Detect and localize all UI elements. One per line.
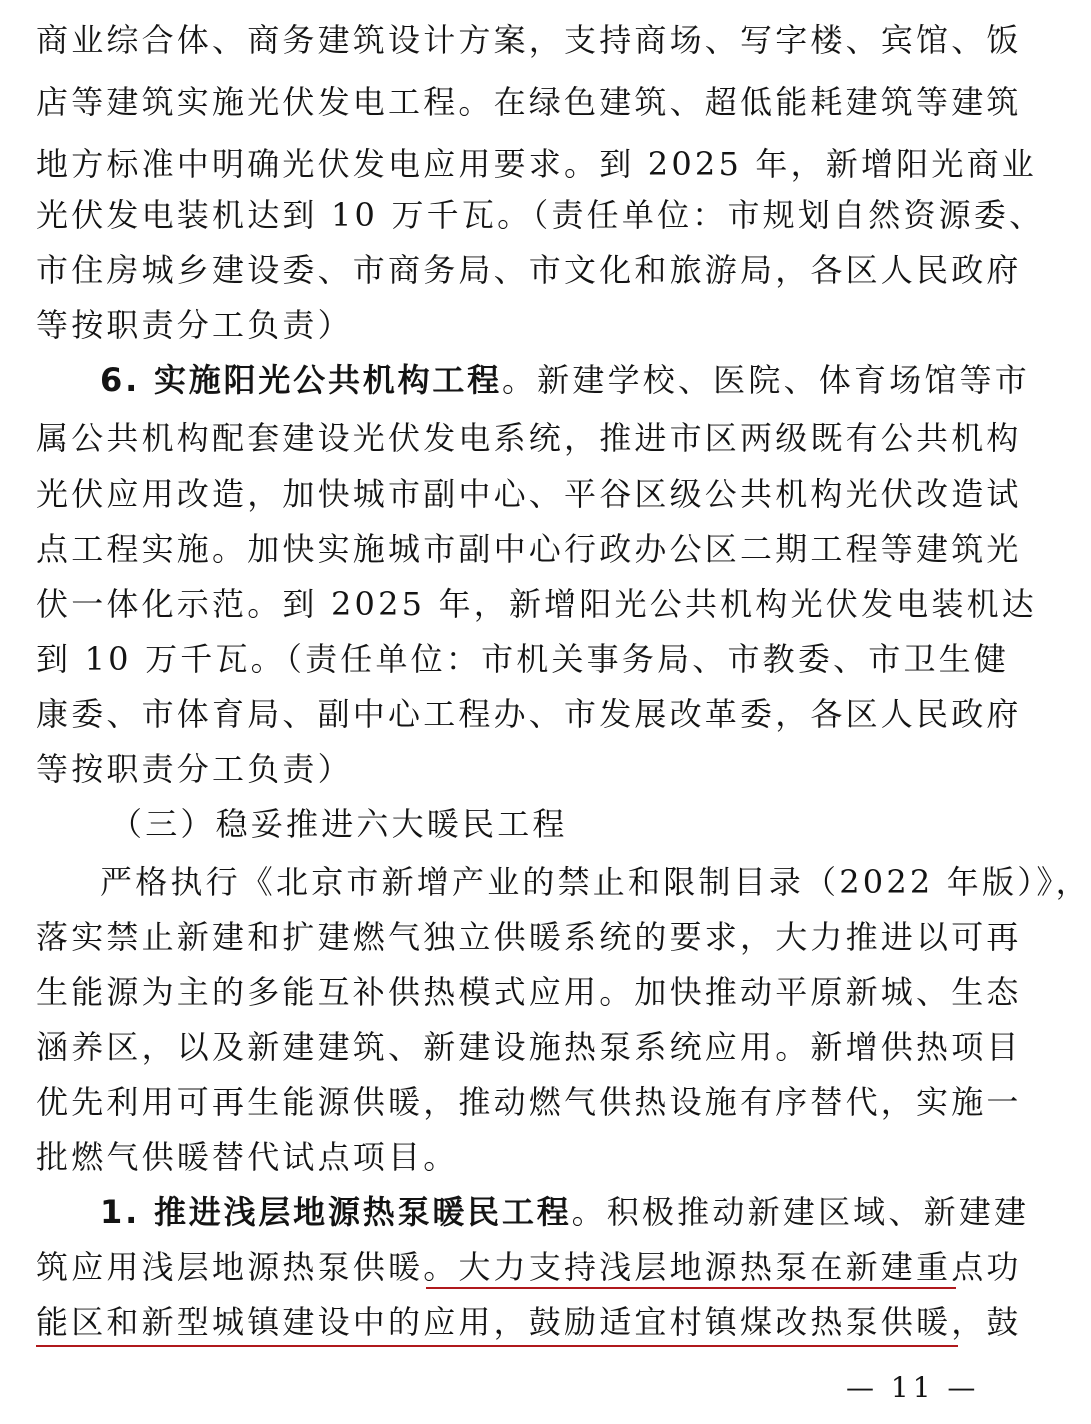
paragraph-line: 落实禁止新建和扩建燃气独立供暖系统的要求，大力推进以可再 [36,918,1022,956]
item6-first-rest: 。新建学校、医院、体育场馆等市 [501,361,1030,399]
paragraph-line: 点工程实施。加快实施城市副中心行政办公区二期工程等建筑光 [36,530,1022,568]
item1-first-line [100,1192,1030,1232]
red-underline [426,1287,956,1289]
section-heading: （三）稳妥推进六大暖民工程 [110,805,568,843]
paragraph-line: 等按职责分工负责） [36,306,353,344]
paragraph-line: 店等建筑实施光伏发电工程。在绿色建筑、超低能耗建筑等建筑 [36,83,1022,121]
paragraph-line: 商业综合体、商务建筑设计方案，支持商场、写字楼、宾馆、饭 [36,21,1022,59]
red-underline [36,1345,958,1347]
page-number: — 11 — [846,1371,980,1404]
paragraph-line: 属公共机构配套建设光伏发电系统，推进市区两级既有公共机构 [36,419,1022,457]
item1-line2-underlined: 大力支持浅层地源热泵在新建重点功 [458,1248,1022,1286]
paragraph-line: 康委、市体育局、副中心工程办、市发展改革委，各区人民政府 [36,695,1022,733]
paragraph-line: 市住房城乡建设委、市商务局、市文化和旅游局，各区人民政府 [36,251,1022,289]
paragraph-line: 批燃气供暖替代试点项目。 [36,1138,459,1176]
item1-second-line [36,1247,1022,1287]
paragraph-line: 涵养区，以及新建建筑、新建设施热泵系统应用。新增供热项目 [36,1028,1022,1066]
item1-line2-plain: 筑应用浅层地源热泵供暖。 [36,1248,459,1286]
item1-third-line: 能区和新型城镇建设中的应用，鼓励适宜村镇煤改热泵供暖，鼓 [36,1303,1022,1341]
paragraph-line: 伏一体化示范。到 2025 年，新增阳光公共机构光伏发电装机达 [36,585,1037,623]
item1-heading: 1. 推进浅层地源热泵暖民工程 [100,1193,572,1231]
paragraph-line: 到 10 万千瓦。（责任单位：市机关事务局、市教委、市卫生健 [36,640,1010,678]
paragraph-line: 等按职责分工负责） [36,750,353,788]
item6-first-line [100,360,1030,400]
paragraph-line: 严格执行《北京市新增产业的禁止和限制目录（2022 年版）》， [100,863,1091,901]
paragraph-line: 地方标准中明确光伏发电应用要求。到 2025 年，新增阳光商业 [36,145,1037,183]
paragraph-line: 光伏发电装机达到 10 万千瓦。（责任单位：市规划自然资源委、 [36,196,1045,234]
paragraph-line: 生能源为主的多能互补供热模式应用。加快推动平原新城、生态 [36,973,1022,1011]
paragraph-line: 优先利用可再生能源供暖，推动燃气供热设施有序替代，实施一 [36,1083,1022,1121]
paragraph-line: 光伏应用改造，加快城市副中心、平谷区级公共机构光伏改造试 [36,475,1022,513]
item6-heading: 6. 实施阳光公共机构工程 [100,361,502,399]
item1-first-rest: 。积极推动新建区域、新建建 [571,1193,1030,1231]
